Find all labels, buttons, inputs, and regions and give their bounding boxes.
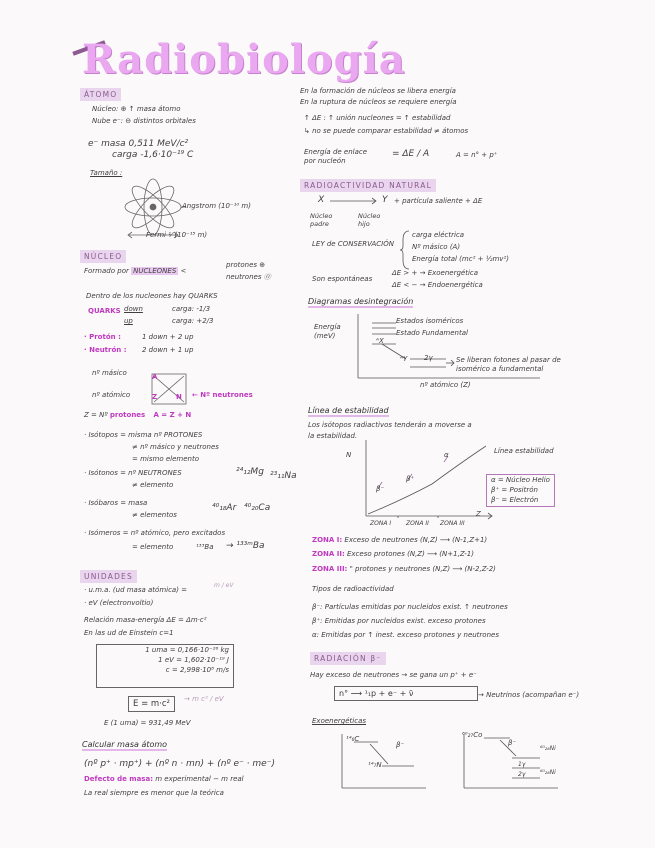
text-linea-desc-1: Los isótopos radiactivos tenderán a moverse a — [308, 421, 472, 429]
page-title: Radiobiología — [82, 36, 406, 83]
text-beta-minus-def: β⁻: Partículas emitidas por nucleidos exist. ↑ neutrones — [312, 603, 508, 611]
text-zona-3: ZONA III — [440, 520, 465, 527]
text-ni60: ⁶⁰₂₈Ni — [540, 745, 556, 752]
text-intro-2: En la ruptura de núcleos se requiere energía — [300, 98, 457, 106]
text-neutron-def: 2 down + 1 up — [142, 346, 194, 354]
text-fermi: Fermi ⅟ (10⁻¹⁵ m) — [146, 231, 208, 239]
text-beta-plus-def: β⁺: Emitidas por nucleidos exist. exceso protones — [312, 617, 486, 625]
legend-box: α = Núcleo Helio β⁺ = Positrón β⁻ = Electrón — [486, 474, 555, 507]
text-carga-up: carga: +2/3 — [172, 317, 214, 325]
text-est-iso: Estados isoméricos — [396, 317, 464, 325]
text-isotonos-1: · Isótonos = nº NEUTRONES — [84, 469, 182, 477]
text-uma: · u.m.a. (ud masa atómica) = — [84, 586, 188, 594]
text-est-fund: Estado Fundamental — [396, 329, 468, 337]
text-estabilidad: Línea estabilidad — [494, 447, 554, 455]
units-box: 1 uma = 0,166·10⁻²⁶ kg 1 eV = 1,602·10⁻¹⁹ J c = 2,998·10⁸ m/s — [96, 644, 234, 688]
text-isotopos-1: · Isótopos = misma nº PROTONES — [84, 431, 203, 439]
text-formado-por: Formado por NUCLEONES < — [84, 267, 187, 275]
text-zona-3-desc: ZONA III: " protones y neutrones (N,Z) ⟶ (N-2,Z-2) — [312, 565, 496, 573]
section-heading-radioactividad: RADIOACTIVIDAD NATURAL — [300, 179, 436, 192]
text-endo: ΔE < − → Endoenergética — [392, 281, 483, 289]
text-isomeros-2: = elemento — [132, 543, 174, 551]
section-heading-radiacion: RADIACIÓN β⁻ — [310, 652, 386, 665]
text-neutrinos: → Neutrinos (acompañan e⁻) — [478, 691, 580, 699]
text-neutron-label: · Neutrón : — [84, 346, 127, 354]
section-heading-linea: Línea de estabilidad — [308, 406, 389, 415]
text-proton-label: · Protón : — [84, 333, 121, 341]
text-real: La real siempre es menor que la teórica — [84, 789, 224, 797]
text-isotopos-3: = mismo elemento — [132, 455, 199, 463]
text-isomeros-ex2: → ¹³³ᵐBa — [226, 541, 265, 551]
text-y-label: ᴬY — [400, 355, 408, 363]
brace-icon — [400, 230, 410, 270]
text-n-atomico: nº atómico — [92, 391, 131, 399]
text-electron-mass: e⁻ masa 0,511 MeV/c² — [88, 139, 189, 149]
text-tipos: Tipos de radioactividad — [312, 585, 394, 593]
text-nube: Nube e⁻: ⊖ distintos orbitales — [92, 117, 196, 125]
text-quark-down: down — [124, 305, 143, 313]
text-energia: Energía (meV) — [314, 323, 341, 341]
section-heading-atomo: ÁTOMO — [80, 88, 121, 101]
text-Z: Z — [152, 393, 158, 401]
text-ley: LEY de CONSERVACIÓN — [312, 240, 394, 248]
text-exoenergeticas: Exoenergéticas — [312, 717, 367, 725]
text-padre: Núcleo padre — [310, 212, 333, 228]
text-alpha-def: α: Emitidas por ↑ inest. exceso protones y neutrones — [312, 631, 499, 639]
text-isotonos-2: ≠ elemento — [132, 481, 174, 489]
beta-decay-box: n° ⟶ ¹₁p + e⁻ + ν̄ — [334, 686, 478, 701]
text-enlace-a: A = n° + p⁺ — [456, 151, 498, 159]
text-ev: · eV (electronvoltio) — [84, 599, 154, 607]
text-radiacion-desc: Hay exceso de neutrones → se gana un p⁺ + e⁻ — [310, 671, 477, 679]
text-n-atomico-z: nº atómico (Z) — [420, 381, 471, 389]
text-gamma-2: 2γ — [518, 771, 526, 778]
text-c14: ¹⁴₆C — [346, 735, 360, 743]
text-defecto: Defecto de masa: m experimental − m real — [84, 775, 244, 783]
text-conserv-2: Nº másico (A) — [412, 243, 461, 251]
text-zona-1: ZONA I — [370, 520, 392, 527]
text-conserv-1: carga eléctrica — [412, 231, 465, 239]
text-c14-beta: β⁻ — [396, 741, 405, 749]
text-zona-2-desc: ZONA II: Exceso protones (N,Z) ⟶ (N+1,Z-1) — [312, 550, 474, 558]
text-liberan: Se liberan fotones al pasar de isomérico a fundamental — [456, 356, 561, 374]
text-isotopos-2: ≠ nº másico y neutrones — [132, 443, 219, 451]
text-gamma: 2γ — [424, 354, 433, 362]
text-angstrom: Angstrom (10⁻¹⁰ m) — [182, 202, 251, 210]
text-exo: ΔE > + → Exoenergética — [392, 269, 479, 277]
text-axis-N: N — [346, 451, 352, 459]
text-carga-down: carga: -1/3 — [172, 305, 211, 313]
text-isobaros-ex2: ⁴⁰₂₀Ca — [244, 503, 271, 513]
text-isotonos-ex1: ²⁴₁₂Mg — [236, 467, 264, 477]
text-intro-4: ↳ no se puede comparar estabilidad ≠ átomos — [304, 127, 469, 135]
text-beta-plus-mark: β⁺ — [406, 475, 415, 483]
text-zona-2: ZONA II — [406, 520, 429, 527]
text-enlace-formula: = ΔE / A — [392, 149, 430, 159]
section-heading-diagramas: Diagramas desintegración — [308, 297, 414, 306]
text-co60: ⁶⁰₂₇Co — [462, 731, 483, 739]
text-beta-minus-mark: β⁻ — [376, 485, 385, 493]
text-gamma-1: 1γ — [518, 761, 526, 768]
text-linea-desc-2: la estabilidad. — [308, 432, 358, 440]
text-e-uma: E (1 uma) = 931,49 MeV — [104, 719, 191, 727]
text-child-Y: Y — [382, 195, 388, 205]
decay-arrow-icon — [330, 197, 380, 205]
text-ni60-b: ⁶⁰₂₈Ni — [540, 769, 556, 776]
text-isomeros-1: · Isómeros = nº atómico, pero excitados — [84, 529, 226, 537]
text-quarks: Dentro de los nucleones hay QUARKS — [86, 292, 218, 300]
text-neutrones: neutrones ⓪ — [226, 273, 271, 281]
text-electron-charge: carga -1,6·10⁻¹⁹ C — [112, 150, 194, 160]
text-einstein: En las ud de Einstein c=1 — [84, 629, 174, 637]
text-quark-up: up — [124, 317, 133, 325]
section-heading-calcular: Calcular masa átomo — [82, 740, 168, 749]
text-conserv-3: Energía total (mc² + ½mv²) — [412, 255, 509, 263]
text-n-neutrones: ← Nº neutrones — [192, 391, 253, 399]
emc2-box: E = m·c² — [128, 696, 175, 712]
section-heading-nucleo: NÚCLEO — [80, 250, 126, 263]
text-hijo: Núcleo hijo — [358, 212, 381, 228]
text-reaction: + partícula saliente + ΔE — [394, 197, 483, 205]
text-isobaros-ex1: ⁴⁰₁₈Ar — [212, 503, 237, 513]
text-co60-beta: β⁻ — [508, 739, 517, 747]
text-relacion: Relación masa-energía ΔE = Δm·c² — [84, 616, 207, 624]
text-axis-Z: Z — [476, 510, 481, 518]
text-uma-frac: m / eV — [214, 582, 234, 589]
section-heading-unidades: UNIDADES — [80, 570, 137, 583]
text-isobaros-2: ≠ elementos — [132, 511, 177, 519]
text-N: N — [176, 393, 182, 401]
text-isotonos-ex2: ²³₁₁Na — [270, 471, 297, 481]
text-x-label: ᴬX — [376, 337, 384, 345]
text-protones: protones ⊕ — [226, 261, 266, 269]
text-calcular-formula: (nº p⁺ · mp⁺) + (nº n · mn) + (nº e⁻ · me⁻) — [84, 759, 275, 769]
stability-chart — [362, 440, 502, 520]
text-proton-def: 1 down + 2 up — [142, 333, 194, 341]
text-enlace-label: Energía de enlace por nucleón — [304, 148, 368, 166]
text-n14: ¹⁴₇N — [368, 761, 382, 769]
text-espontaneas: Son espontáneas — [312, 275, 373, 283]
text-isobaros-1: · Isóbaros = masa — [84, 499, 148, 507]
text-alpha-mark: α — [444, 451, 449, 459]
text-isomeros-ex1: ¹³³Ba — [196, 543, 214, 551]
text-A: A — [152, 373, 158, 381]
text-z-eq: Z = Nº protones A = Z + N — [84, 411, 192, 419]
text-parent-X: X — [318, 195, 325, 205]
text-zona-1-desc: ZONA I: Exceso de neutrones (N,Z) ⟶ (N-1,Z+1) — [312, 536, 488, 544]
text-tamano: Tamaño : — [90, 169, 123, 177]
text-emc-right: → m c² / eV — [184, 695, 224, 703]
text-intro-1: En la formación de núcleos se libera energía — [300, 87, 456, 95]
text-quarks-label: QUARKS — [88, 307, 121, 315]
text-nucleo: Núcleo: ⊕ ↑ masa átomo — [92, 105, 181, 113]
text-n-masico: nº másico — [92, 369, 127, 377]
text-intro-3: ↑ ΔE : ↑ unión nucleones = ↑ estabilidad — [304, 114, 451, 122]
